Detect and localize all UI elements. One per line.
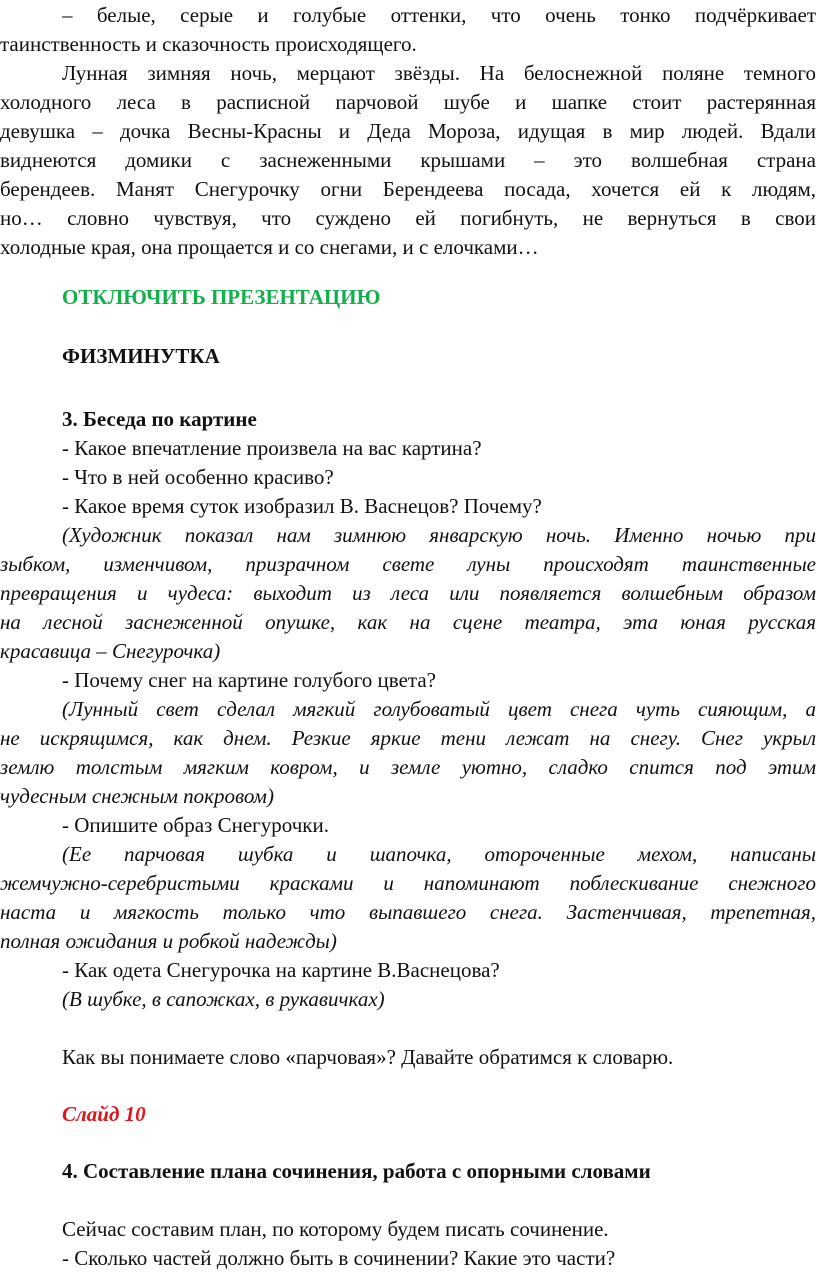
section4-title: 4. Составление плана сочинения, работа с опорными словами [62, 1159, 651, 1183]
question: - Какое время суток изобразил В. Васнецов? Почему? [62, 494, 542, 518]
answer-line: жемчужно-серебристыми красками и напоминают поблескивание снежного [0, 871, 816, 895]
question: - Как одета Снегурочка на картине В.Васнецова? [62, 958, 500, 982]
para2-line: виднеются домики с заснеженными крышами – это волшебная страна [0, 148, 816, 172]
answer-line: на лесной заснеженной опушке, как на сцене театра, эта юная русская [0, 610, 816, 634]
question: - Что в ней особенно красиво? [62, 465, 334, 489]
answer-line: (Лунный свет сделал мягкий голубоватый цвет снега чуть сияющим, а [62, 697, 816, 721]
slide-label: Слайд 10 [62, 1102, 146, 1126]
section4-line: Сейчас составим план, по которому будем писать сочинение. [62, 1217, 609, 1241]
fizminutka-heading: ФИЗМИНУТКА [62, 344, 220, 368]
dictionary-prompt: Как вы понимаете слово «парчовая»? Давайте обратимся к словарю. [62, 1045, 674, 1069]
question: - Какое впечатление произвела на вас картина? [62, 436, 482, 460]
question: - Опишите образ Снегурочки. [62, 813, 329, 837]
answer-line: (Ее парчовая шубка и шапочка, отороченные мехом, написаны [62, 842, 816, 866]
answer-line: наста и мягкость только что выпавшего снега. Застенчивая, трепетная, [0, 900, 816, 924]
answer-line: землю толстым мягким ковром, и земле уютно, сладко спится под этим [0, 755, 816, 779]
section4-line: - Сколько частей должно быть в сочинении? Какие это части? [62, 1246, 616, 1270]
para2-line: девушка – дочка Весны-Красны и Деда Мороза, идущая в мир людей. Вдали [0, 119, 816, 143]
answer-line: полная ожидания и робкой надежды) [0, 929, 337, 953]
para2-line: Лунная зимняя ночь, мерцают звёзды. На белоснежной поляне темного [62, 61, 816, 85]
para2-line: холодного леса в расписной парчовой шубе и шапке стоит растерянная [0, 90, 816, 114]
answer-line: (В шубке, в сапожках, в рукавичках) [62, 987, 385, 1011]
section3-title: 3. Беседа по картине [62, 407, 257, 431]
answer-line: чудесным снежным покровом) [0, 784, 274, 808]
para1-line: таинственность и сказочность происходящего. [0, 32, 417, 56]
answer-line: (Художник показал нам зимнюю январскую ночь. Именно ночью при [62, 523, 816, 547]
answer-line: превращения и чудеса: выходит из леса или появляется волшебным образом [0, 581, 816, 605]
answer-line: не искрящимся, как днем. Резкие яркие тени лежат на снегу. Снег укрыл [0, 726, 816, 750]
para2-line: берендеев. Манят Снегурочку огни Берендеева посада, хочется ей к людям, [0, 177, 816, 201]
answer-line: красавица – Снегурочка) [0, 639, 221, 663]
question: - Почему снег на картине голубого цвета? [62, 668, 436, 692]
answer-line: зыбком, изменчивом, призрачном свете луны происходят таинственные [0, 552, 816, 576]
presentation-off-note: ОТКЛЮЧИТЬ ПРЕЗЕНТАЦИЮ [62, 285, 381, 309]
para1-line: – белые, серые и голубые оттенки, что очень тонко подчёркивает [62, 3, 816, 27]
para2-line: холодные края, она прощается и со снегами, и с елочками… [0, 235, 539, 259]
para2-line: но… словно чувствуя, что суждено ей погибнуть, не вернуться в свои [0, 206, 816, 230]
